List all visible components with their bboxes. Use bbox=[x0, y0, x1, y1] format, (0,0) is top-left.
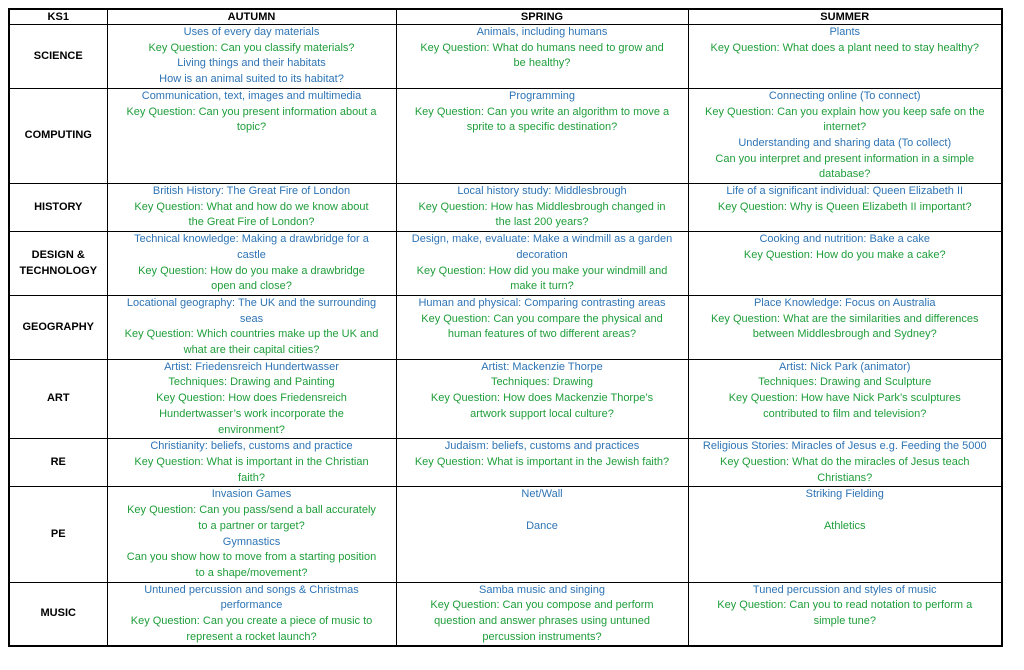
key-question-text: between Middlesbrough and Sydney? bbox=[752, 328, 937, 341]
topic-text: Uses of every day materials bbox=[183, 26, 320, 38]
key-question-text: Key Question: What and how do we know about bbox=[134, 200, 369, 213]
key-question-text: human features of two different areas? bbox=[447, 328, 637, 341]
key-question-text: Key Question: What do the miracles of Jesus teach bbox=[720, 455, 970, 468]
key-question-text: Techniques: Drawing bbox=[490, 376, 594, 389]
autumn-cell bbox=[107, 232, 396, 296]
table-row bbox=[9, 359, 1002, 439]
key-question-text: environment? bbox=[218, 423, 285, 436]
spring-cell bbox=[396, 487, 688, 582]
topic-text: Living things and their habitats bbox=[177, 57, 326, 70]
topic-text: Communication, text, images and multimedia bbox=[141, 89, 362, 102]
key-question-text: the last 200 years? bbox=[495, 216, 589, 229]
summer-cell bbox=[688, 582, 1002, 646]
header-autumn: AUTUMN bbox=[107, 9, 396, 25]
key-question-text: Key Question: Can you write an algorithm to move a bbox=[414, 105, 670, 118]
subject-cell bbox=[9, 582, 107, 646]
topic-text: Connecting online (To connect) bbox=[768, 89, 921, 102]
spring-cell bbox=[396, 232, 688, 296]
topic-text: Artist: Friedensreich Hundertwasser bbox=[164, 360, 339, 373]
header-spring: SPRING bbox=[396, 9, 688, 25]
key-question-text: Key Question: Can you present information about a bbox=[126, 105, 377, 118]
subject-cell bbox=[9, 487, 107, 582]
subject-cell bbox=[9, 25, 107, 89]
header-row bbox=[9, 9, 1002, 25]
curriculum-table bbox=[8, 8, 1003, 647]
header-summer: SUMMER bbox=[688, 9, 1002, 25]
topic-text: Striking Fielding bbox=[805, 488, 884, 501]
spring-cell bbox=[396, 582, 688, 646]
key-question-text: Key Question: Why is Queen Elizabeth II important? bbox=[717, 200, 972, 213]
table-row bbox=[9, 232, 1002, 296]
topic-text: Invasion Games bbox=[211, 488, 292, 501]
key-question-text: the Great Fire of London? bbox=[188, 216, 315, 229]
topic-text: Judaism: beliefs, customs and practices bbox=[444, 440, 640, 453]
key-question-text: contributed to film and television? bbox=[763, 407, 927, 420]
subject-cell bbox=[9, 88, 107, 183]
autumn-cell bbox=[107, 487, 396, 582]
subject-label: GEOGRAPHY bbox=[22, 320, 94, 333]
topic-text: Design, make, evaluate: Make a windmill as a garden bbox=[411, 233, 673, 246]
key-question-text: Key Question: How do you make a drawbridge bbox=[138, 264, 365, 277]
table-row bbox=[9, 88, 1002, 183]
table-row bbox=[9, 582, 1002, 646]
table-body bbox=[9, 25, 1002, 647]
key-question-text: Techniques: Drawing and Painting bbox=[168, 376, 335, 389]
key-question-text: Key Question: Can you compose and perform bbox=[430, 599, 654, 612]
key-question-text: Key Question: How has Middlesbrough changed in bbox=[418, 200, 666, 213]
topic-text: Life of a significant individual: Queen Elizabeth II bbox=[726, 185, 964, 198]
spring-cell bbox=[396, 295, 688, 359]
topic-text: seas bbox=[239, 312, 264, 325]
topic-text: Understanding and sharing data (To collect) bbox=[738, 136, 952, 149]
summer-cell bbox=[688, 88, 1002, 183]
autumn-cell bbox=[107, 184, 396, 232]
subject-label: TECHNOLOGY bbox=[19, 264, 98, 277]
topic-text: Tuned percussion and styles of music bbox=[752, 583, 937, 596]
table-row bbox=[9, 295, 1002, 359]
spring-cell bbox=[396, 88, 688, 183]
header-ks1: KS1 bbox=[9, 9, 107, 25]
subject-cell bbox=[9, 232, 107, 296]
key-question-text: Key Question: Can you compare the physical and bbox=[421, 312, 663, 325]
autumn-cell bbox=[107, 359, 396, 439]
key-question-text: Key Question: Which countries make up the UK and bbox=[124, 328, 379, 341]
key-question-text: Christians? bbox=[817, 471, 873, 484]
subject-cell bbox=[9, 184, 107, 232]
key-question-text: Can you interpret and present information in a simple bbox=[715, 152, 975, 165]
summer-cell bbox=[688, 359, 1002, 439]
key-question-text: to a shape/movement? bbox=[195, 566, 308, 579]
autumn-cell bbox=[107, 295, 396, 359]
autumn-cell bbox=[107, 439, 396, 487]
summer-cell bbox=[688, 232, 1002, 296]
key-question-text: Key Question: What do humans need to grow and bbox=[420, 41, 664, 54]
topic-text: Christianity: beliefs, customs and practice bbox=[150, 440, 353, 453]
key-question-text: Key Question: Can you classify materials? bbox=[148, 41, 355, 54]
autumn-cell bbox=[107, 582, 396, 646]
subject-cell bbox=[9, 295, 107, 359]
topic-text: How is an animal suited to its habitat? bbox=[159, 73, 344, 86]
key-question-text: database? bbox=[819, 168, 871, 181]
topic-text: Local history study: Middlesbrough bbox=[457, 185, 627, 198]
subject-cell bbox=[9, 439, 107, 487]
key-question-text: artwork support local culture? bbox=[470, 407, 614, 420]
key-question-text: represent a rocket launch? bbox=[186, 630, 317, 643]
subject-label: COMPUTING bbox=[24, 129, 92, 142]
topic-text: Place Knowledge: Focus on Australia bbox=[753, 296, 936, 309]
subject-label: MUSIC bbox=[40, 607, 76, 620]
spring-cell bbox=[396, 359, 688, 439]
topic-text: British History: The Great Fire of London bbox=[152, 185, 351, 198]
key-question-text: Key Question: How did you make your windmill and bbox=[416, 264, 668, 277]
key-question-text: Key Question: How does Friedensreich bbox=[156, 392, 347, 405]
key-question-text: Key Question: Can you pass/send a ball accurately bbox=[127, 504, 376, 517]
spring-cell bbox=[396, 439, 688, 487]
summer-cell bbox=[688, 25, 1002, 89]
key-question-text: what are their capital cities? bbox=[183, 344, 320, 357]
topic-text: Samba music and singing bbox=[479, 583, 605, 596]
key-question-text: Key Question: Can you explain how you keep safe on the bbox=[705, 105, 985, 118]
subject-label: SCIENCE bbox=[33, 49, 83, 62]
key-question-text: topic? bbox=[236, 121, 267, 134]
subject-cell bbox=[9, 359, 107, 439]
table-row bbox=[9, 25, 1002, 89]
table-row bbox=[9, 184, 1002, 232]
topic-text: Technical knowledge: Making a drawbridge for a bbox=[134, 233, 369, 246]
spring-cell bbox=[396, 25, 688, 89]
key-question-text: sprite to a specific destination? bbox=[466, 121, 618, 134]
summer-cell bbox=[688, 295, 1002, 359]
key-question-text: question and answer phrases using untuned bbox=[434, 615, 650, 628]
key-question-text: Techniques: Drawing and Sculpture bbox=[758, 376, 932, 389]
topic-text: Animals, including humans bbox=[476, 26, 608, 38]
spacer bbox=[400, 503, 685, 519]
key-question-text: internet? bbox=[823, 121, 867, 134]
key-question-text: Can you show how to move from a starting position bbox=[126, 551, 377, 564]
key-question-text: faith? bbox=[238, 471, 265, 484]
key-question-text: Key Question: How do you make a cake? bbox=[743, 248, 946, 261]
key-question-text: Key Question: How does Mackenzie Thorpe’s bbox=[430, 392, 654, 405]
key-question-text: Key Question: What is important in the Christian bbox=[134, 455, 369, 468]
key-question-text: to a partner or target? bbox=[198, 519, 305, 532]
key-question-text: Key Question: Can you to read notation to perform a bbox=[717, 599, 973, 612]
autumn-cell bbox=[107, 25, 396, 89]
topic-text: Untuned percussion and songs & Christmas bbox=[144, 583, 359, 596]
topic-text: performance bbox=[220, 599, 283, 612]
topic-text: castle bbox=[237, 248, 266, 261]
key-question-text: Key Question: Can you create a piece of music to bbox=[130, 615, 373, 628]
autumn-cell bbox=[107, 88, 396, 183]
key-question-text: Key Question: What are the similarities and differences bbox=[710, 312, 979, 325]
key-question-text: Key Question: How have Nick Park’s sculptures bbox=[728, 392, 961, 405]
topic-text: Gymnastics bbox=[222, 535, 281, 548]
topic-text: Human and physical: Comparing contrasting areas bbox=[418, 296, 666, 309]
topic-text: Programming bbox=[508, 89, 576, 102]
subject-label: DESIGN & bbox=[31, 248, 85, 261]
key-question-text: Hundertwasser’s work incorporate the bbox=[159, 407, 344, 420]
table-row bbox=[9, 439, 1002, 487]
subject-label: ART bbox=[46, 392, 70, 405]
key-question-text: simple tune? bbox=[813, 615, 876, 628]
topic-text: Artist: Mackenzie Thorpe bbox=[481, 360, 603, 373]
summer-cell bbox=[688, 487, 1002, 582]
topic-text: Plants bbox=[829, 26, 861, 38]
subject-label: HISTORY bbox=[34, 200, 83, 213]
topic-text: Cooking and nutrition: Bake a cake bbox=[759, 233, 931, 246]
key-question-text: open and close? bbox=[211, 280, 292, 293]
key-question-text: be healthy? bbox=[513, 57, 571, 70]
topic-text: Artist: Nick Park (animator) bbox=[779, 360, 911, 373]
subject-label: PE bbox=[50, 527, 66, 540]
topic-text: Dance bbox=[526, 519, 558, 532]
topic-text: Locational geography: The UK and the surrounding bbox=[126, 296, 377, 309]
topic-text: Religious Stories: Miracles of Jesus e.g. Feeding the 5000 bbox=[702, 440, 987, 453]
key-question-text: Key Question: What is important in the Jewish faith? bbox=[414, 455, 670, 468]
summer-cell bbox=[688, 184, 1002, 232]
table-row bbox=[9, 487, 1002, 582]
topic-text: decoration bbox=[516, 248, 568, 261]
summer-cell bbox=[688, 439, 1002, 487]
key-question-text: make it turn? bbox=[510, 280, 574, 293]
spring-cell bbox=[396, 184, 688, 232]
key-question-text: Key Question: What does a plant need to stay healthy? bbox=[710, 41, 979, 54]
key-question-text: percussion instruments? bbox=[482, 630, 602, 643]
topic-text: Net/Wall bbox=[521, 488, 563, 501]
subject-label: RE bbox=[50, 455, 66, 468]
spacer bbox=[692, 503, 999, 519]
key-question-text: Athletics bbox=[823, 519, 866, 532]
